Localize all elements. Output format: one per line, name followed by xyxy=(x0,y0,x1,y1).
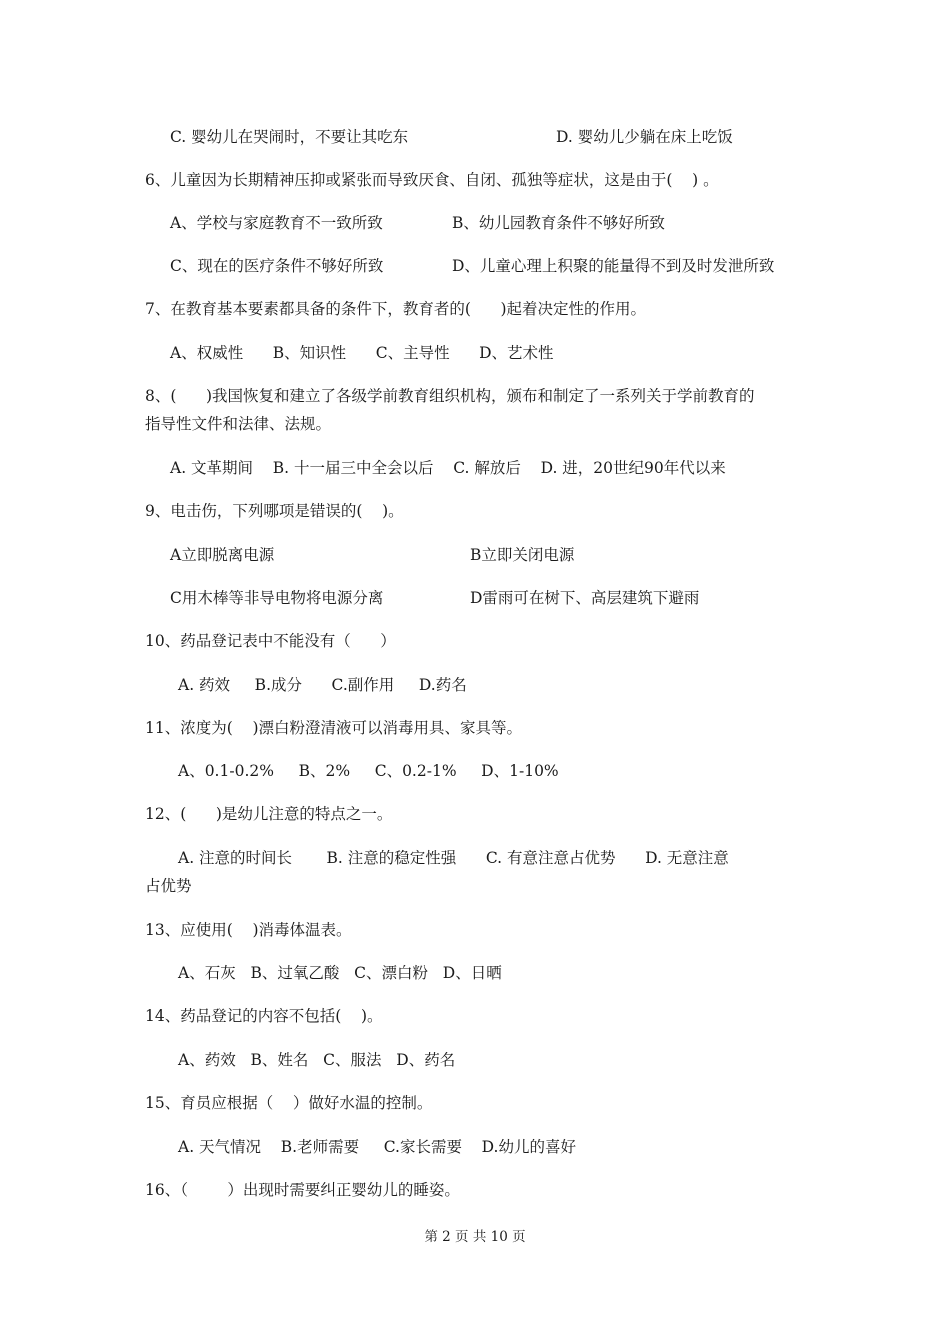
question-11: 11、浓度为( )漂白粉澄清液可以消毒用具、家具等。 xyxy=(145,719,523,737)
options-8: A. 文革期间 B. 十一届三中全会以后 C. 解放后 D. 进，20世纪90年代以来 xyxy=(170,459,726,477)
option-9d: D雷雨可在树下、高层建筑下避雨 xyxy=(470,589,700,607)
options-10: A. 药效 B.成分 C.副作用 D.药名 xyxy=(178,676,467,694)
question-9: 9、电击伤，下列哪项是错误的( )。 xyxy=(145,502,404,520)
question-8-cont: 指导性文件和法律、法规。 xyxy=(145,415,332,433)
question-16: 16、（ ）出现时需要纠正婴幼儿的睡姿。 xyxy=(145,1181,460,1199)
question-13: 13、应使用( )消毒体温表。 xyxy=(145,921,352,939)
options-14: A、药效 B、姓名 C、服法 D、药名 xyxy=(178,1051,456,1069)
page-footer: 第 2 页 共 10 页 xyxy=(424,1229,526,1245)
option-9a: A立即脱离电源 xyxy=(170,546,275,564)
options-12: A. 注意的时间长 B. 注意的稳定性强 C. 有意注意占优势 D. 无意注意 xyxy=(178,849,729,867)
question-15: 15、育员应根据（ ）做好水温的控制。 xyxy=(145,1094,433,1112)
options-13: A、石灰 B、过氧乙酸 C、漂白粉 D、日晒 xyxy=(178,964,502,982)
question-14: 14、药品登记的内容不包括( )。 xyxy=(145,1007,383,1025)
question-6: 6、儿童因为长期精神压抑或紧张而导致厌食、自闭、孤独等症状，这是由于( ) 。 xyxy=(145,171,719,189)
question-10: 10、药品登记表中不能没有（ ） xyxy=(145,632,396,650)
option-9c: C用木棒等非导电物将电源分离 xyxy=(170,589,384,607)
option-6b: B、幼儿园教育条件不够好所致 xyxy=(452,214,665,232)
question-12: 12、( )是幼儿注意的特点之一。 xyxy=(145,805,393,823)
options-15: A. 天气情况 B.老师需要 C.家长需要 D.幼儿的喜好 xyxy=(178,1138,576,1156)
option-6c: C、现在的医疗条件不够好所致 xyxy=(170,257,384,275)
option-9b: B立即关闭电源 xyxy=(470,546,575,564)
options-12-cont: 占优势 xyxy=(145,877,192,895)
question-8: 8、( )我国恢复和建立了各级学前教育组织机构，颁布和制定了一系列关于学前教育的 xyxy=(145,387,755,405)
options-11: A、0.1-0.2% B、2% C、0.2-1% D、1-10% xyxy=(178,762,559,780)
question-7: 7、在教育基本要素都具备的条件下，教育者的( )起着决定性的作用。 xyxy=(145,300,647,318)
option-6d: D、儿童心理上积聚的能量得不到及时发泄所致 xyxy=(452,257,775,275)
option-5d: D. 婴幼儿少躺在床上吃饭 xyxy=(556,128,733,146)
options-7: A、权威性 B、知识性 C、主导性 D、艺术性 xyxy=(170,344,554,362)
option-5c: C. 婴幼儿在哭闹时，不要让其吃东 xyxy=(170,128,409,146)
option-6a: A、学校与家庭教育不一致所致 xyxy=(170,214,383,232)
